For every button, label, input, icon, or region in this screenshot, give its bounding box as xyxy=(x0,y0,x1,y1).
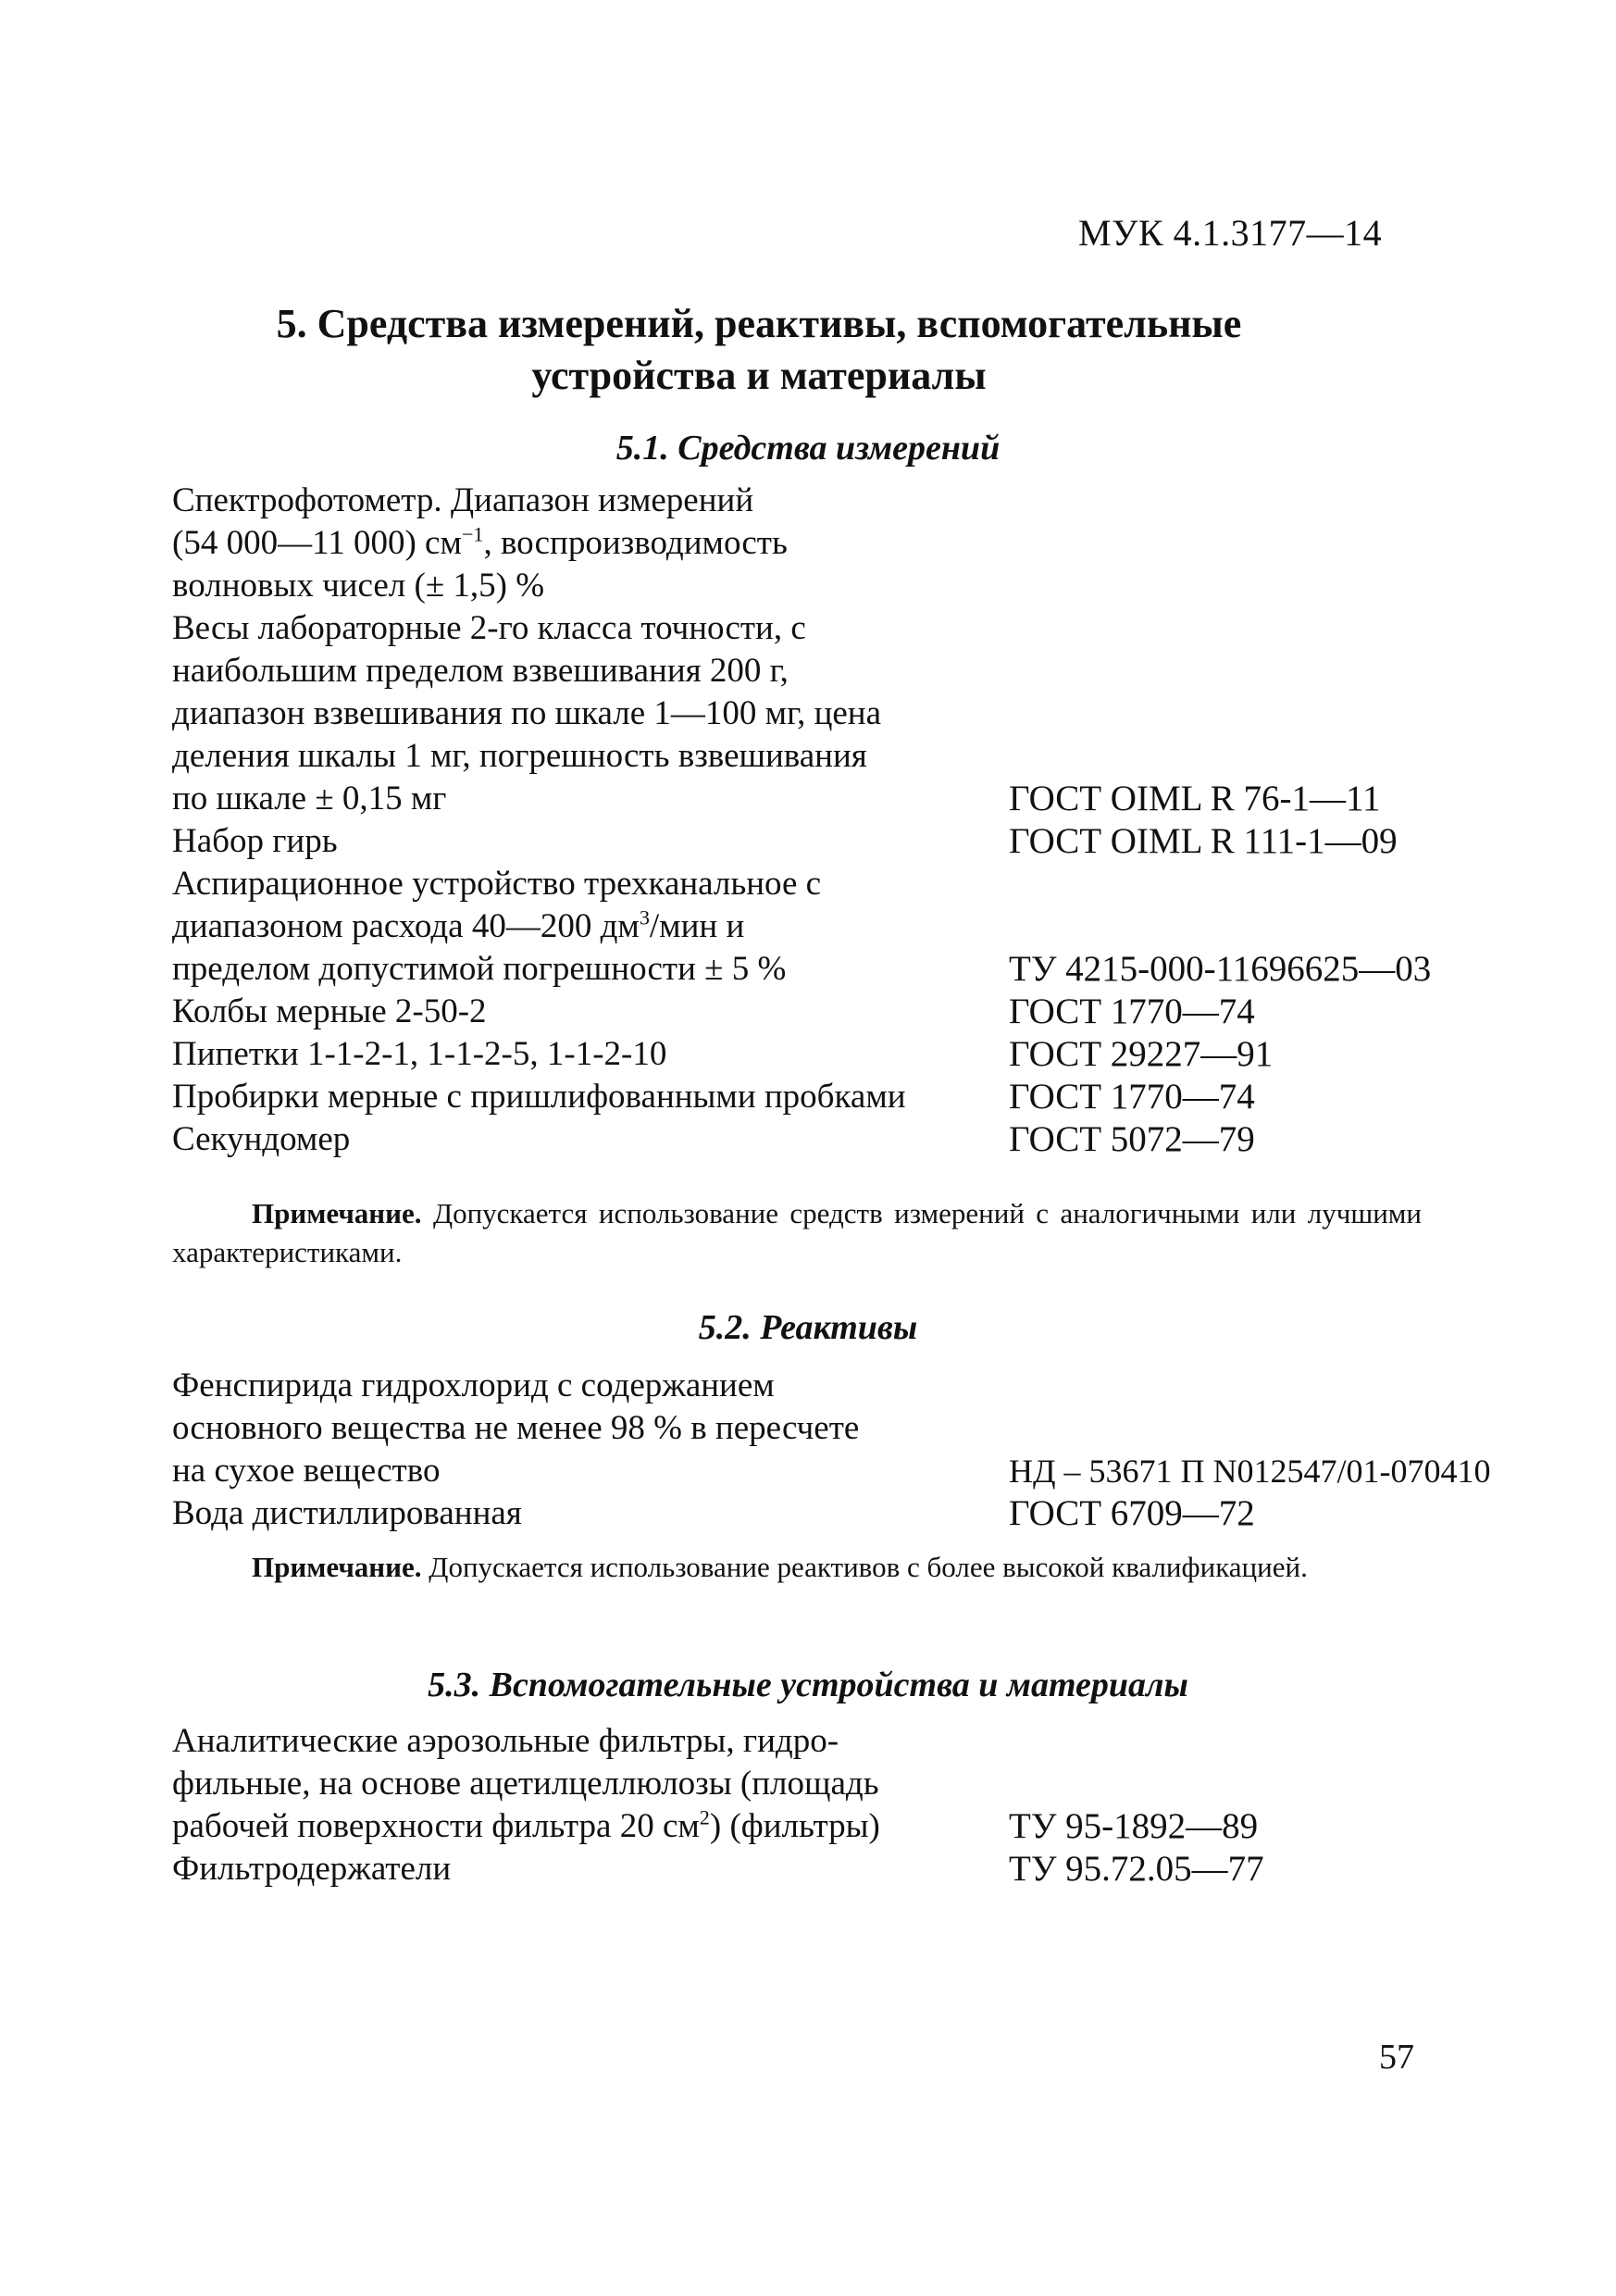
item-text: Набор гирь xyxy=(172,822,338,860)
item-text: Аналитические аэрозольные фильтры, гидро- xyxy=(172,1722,839,1760)
item-text: диапазон взвешивания по шкале 1—100 мг, цена xyxy=(172,694,882,732)
item-standard: ТУ 4215-000-11696625—03 xyxy=(1009,949,1432,989)
item-standard: ГОСТ 6709—72 xyxy=(1009,1493,1255,1533)
item-text: волновых чисел (± 1,5) % xyxy=(172,567,545,605)
item-text: Пипетки 1-1-2-1, 1-1-2-5, 1-1-2-10 xyxy=(172,1035,667,1073)
note-reagents xyxy=(172,1548,1422,1587)
item-standard: ГОСТ 1770—74 xyxy=(1009,1077,1255,1117)
item-standard: ТУ 95.72.05—77 xyxy=(1009,1849,1264,1889)
item-text: деления шкалы 1 мг, погрешность взвешивания xyxy=(172,737,867,775)
note-text: Допускается использование средств измерений с аналогичными или лучшими характеристиками. xyxy=(172,1197,1422,1268)
note-label: Примечание. xyxy=(252,1197,422,1229)
note-measurement xyxy=(172,1194,1422,1272)
subsection-title-5-2: 5.2. Реактивы xyxy=(698,1308,918,1347)
item-text: Спектрофотометр. Диапазон измерений xyxy=(172,481,754,519)
item-text: на сухое вещество xyxy=(172,1452,441,1490)
item-text: по шкале ± 0,15 мг xyxy=(172,780,447,817)
item-text: Пробирки мерные с пришлифованными пробками xyxy=(172,1078,906,1116)
item-text: наибольшим пределом взвешивания 200 г, xyxy=(172,652,789,690)
page-number: 57 xyxy=(1379,2038,1414,2077)
item-text: рабочей поверхности фильтра 20 $см^2$) (фильтры) xyxy=(172,1805,880,1845)
item-text: Вода дистиллированная xyxy=(172,1494,522,1532)
item-text: основного вещества не менее 98 % в пересчете xyxy=(172,1409,860,1447)
item-text: Фенспирида гидрохлорид с содержанием xyxy=(172,1366,775,1404)
item-standard: ГОСТ 1770—74 xyxy=(1009,992,1255,1031)
item-text: (54 000—11 000) $см^{-1}$, воспроизводимость xyxy=(172,522,788,562)
item-text: Секундомер xyxy=(172,1120,351,1158)
item-text: Фильтродержатели xyxy=(172,1850,452,1888)
item-standard: ГОСТ OIML R 76-1—11 xyxy=(1009,779,1381,818)
note-text: Допускается использование реактивов с более высокой квалификацией. xyxy=(421,1551,1308,1583)
item-standard: ГОСТ 5072—79 xyxy=(1009,1119,1255,1159)
item-standard: ТУ 95-1892—89 xyxy=(1009,1806,1259,1846)
item-standard: НД – 53671 П N012547/01-070410 xyxy=(1009,1453,1491,1490)
item-standard: ГОСТ 29227—91 xyxy=(1009,1034,1274,1074)
note-label: Примечание. xyxy=(252,1551,422,1583)
item-text: Колбы мерные 2-50-2 xyxy=(172,992,487,1030)
subsection-title-5-1: 5.1. Средства измерений xyxy=(615,429,1001,468)
section-title xyxy=(157,298,1361,402)
section-title-line1: 5. Средства измерений, реактивы, вспомогательные xyxy=(276,301,1242,346)
item-text: Весы лабораторные 2-го класса точности, с xyxy=(172,609,806,647)
item-text: фильные, на основе ацетилцеллюлозы (площадь xyxy=(172,1765,879,1803)
item-standard: ГОСТ OIML R 111-1—09 xyxy=(1009,821,1398,861)
subsection-title-5-3: 5.3. Вспомогательные устройства и материалы xyxy=(428,1666,1188,1704)
item-text: диапазоном расхода 40—200 $дм^3$/мин и xyxy=(172,905,745,945)
section-title-line2: устройства и материалы xyxy=(531,353,987,398)
item-text: пределом допустимой погрешности ± 5 % xyxy=(172,950,787,988)
item-text: Аспирационное устройство трехканальное с xyxy=(172,865,822,903)
document-code: МУК 4.1.3177—14 xyxy=(1078,212,1383,254)
